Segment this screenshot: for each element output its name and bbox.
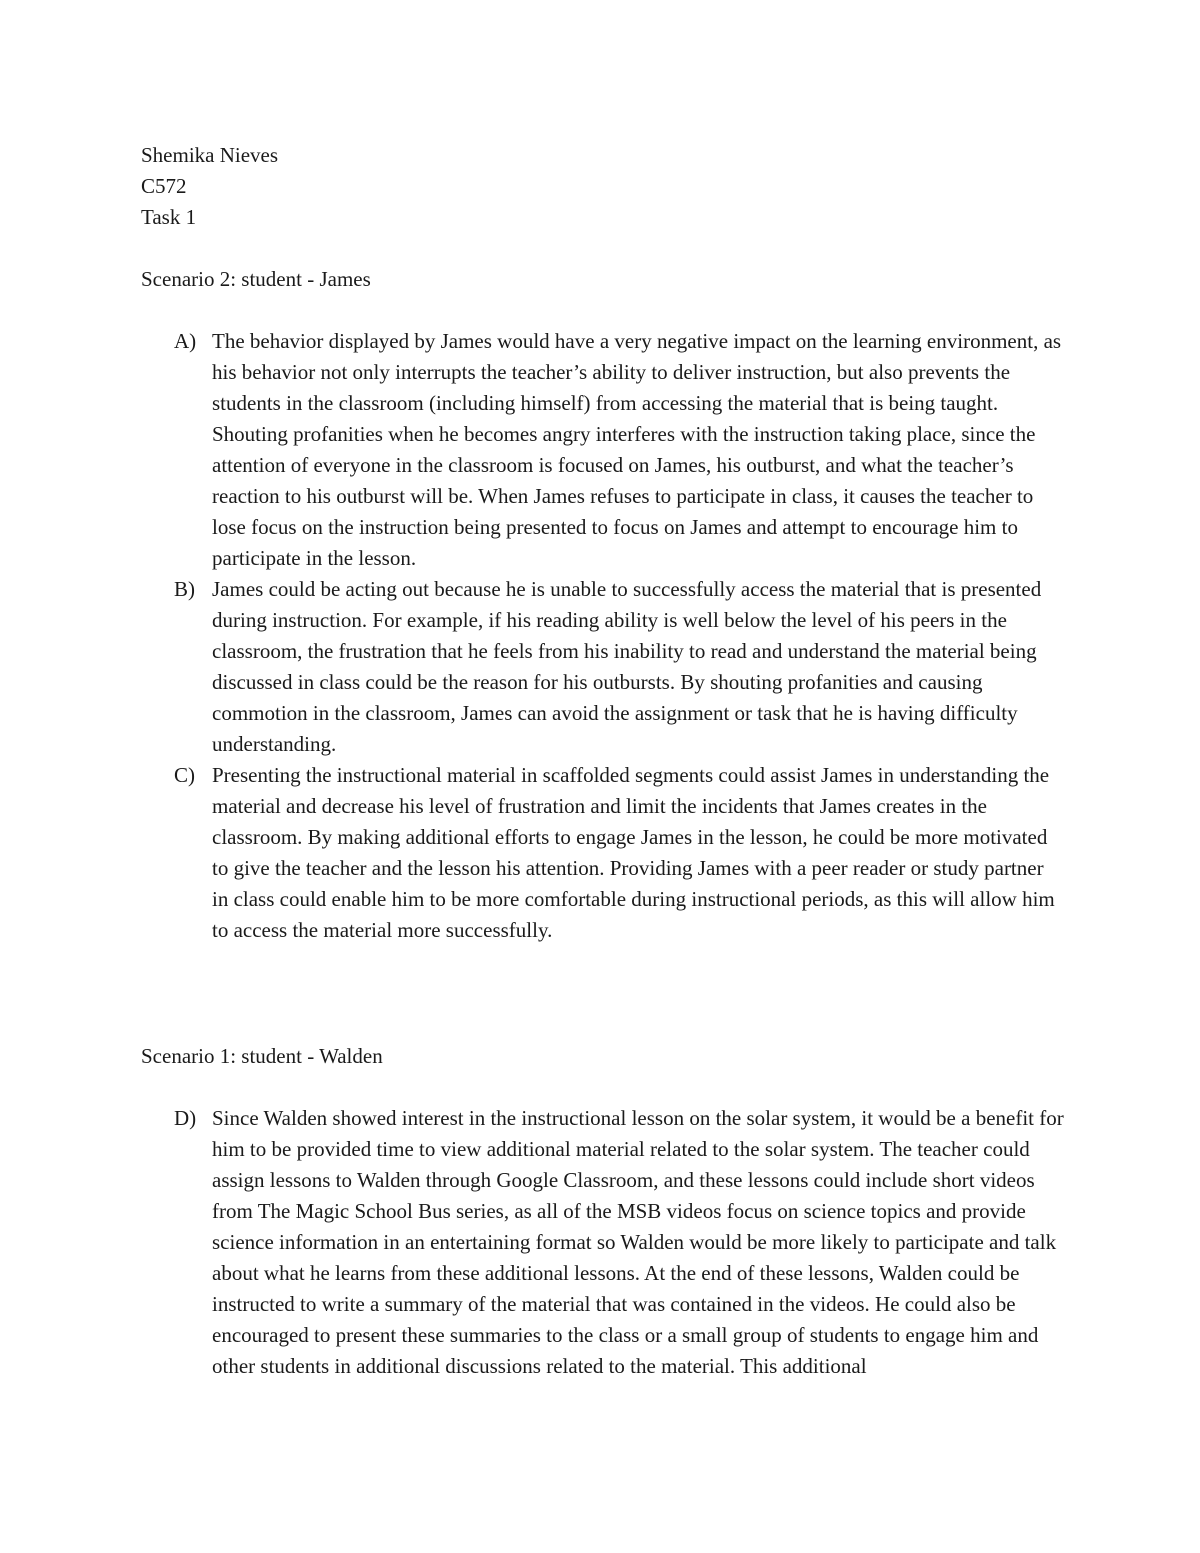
response-list-james: [174, 326, 1064, 946]
list-item: [174, 574, 1064, 760]
list-item-text: The behavior displayed by James would have a very negative impact on the learning environment, as his behavior not only interrupts the teacher’s ability to deliver instruction, but also prevents the students in the classroom (including himself) from accessing the material that is being taught. Shouting profanities when he becomes angry interferes with the instruction taking place, since the attention of everyone in the classroom is focused on James, his outburst, and what the teacher’s reaction to his outburst will be. When James refuses to participate in class, it causes the teacher to lose focus on the instruction being presented to focus on James and attempt to encourage him to participate in the lesson.: [212, 329, 1062, 570]
course-code: C572: [141, 174, 187, 198]
list-item-text: Since Walden showed interest in the instructional lesson on the solar system, it would be a benefit for him to be provided time to view additional material related to the solar system. The teacher could assign lessons to Walden through Google Classroom, and these lessons could include short videos from The Magic School Bus series, as all of the MSB videos focus on science topics and provide science information in an entertaining format so Walden would be more likely to participate and talk about what he learns from these additional lessons. At the end of these lessons, Walden could be instructed to write a summary of the material that was contained in the videos. He could also be encouraged to present these summaries to the class or a small group of students to engage him and other students in additional discussions related to the material. This additional: [212, 1106, 1064, 1378]
list-marker: C): [174, 763, 195, 787]
scenario-heading-james: Scenario 2: student - James: [141, 267, 371, 291]
list-marker: B): [174, 577, 195, 601]
author-name: Shemika Nieves: [141, 143, 279, 167]
response-list-walden: [174, 1103, 1064, 1382]
list-item-text: Presenting the instructional material in scaffolded segments could assist James in understanding the material and decrease his level of frustration and limit the incidents that James creates in the classroom. By making additional efforts to engage James in the lesson, he could be more motivated to give the teacher and the lesson his attention. Providing James with a peer reader or study partner in class could enable him to be more comfortable during instructional periods, as this will allow him to access the material more successfully.: [212, 763, 1055, 942]
list-item-text: James could be acting out because he is unable to successfully access the material that is presented during instruction. For example, if his reading ability is well below the level of his peers in the classroom, the frustration that he feels from his inability to read and understand the material being discussed in class could be the reason for his outbursts. By shouting profanities and causing commotion in the classroom, James can avoid the assignment or task that he is having difficulty understanding.: [212, 577, 1042, 756]
list-item: [174, 326, 1064, 574]
list-item: [174, 1103, 1064, 1382]
task-label: Task 1: [141, 205, 197, 229]
document-header: [141, 140, 278, 233]
list-item: [174, 760, 1064, 946]
scenario-heading-walden: Scenario 1: student - Walden: [141, 1044, 383, 1068]
list-marker: A): [174, 329, 197, 353]
list-marker: D): [174, 1106, 197, 1130]
